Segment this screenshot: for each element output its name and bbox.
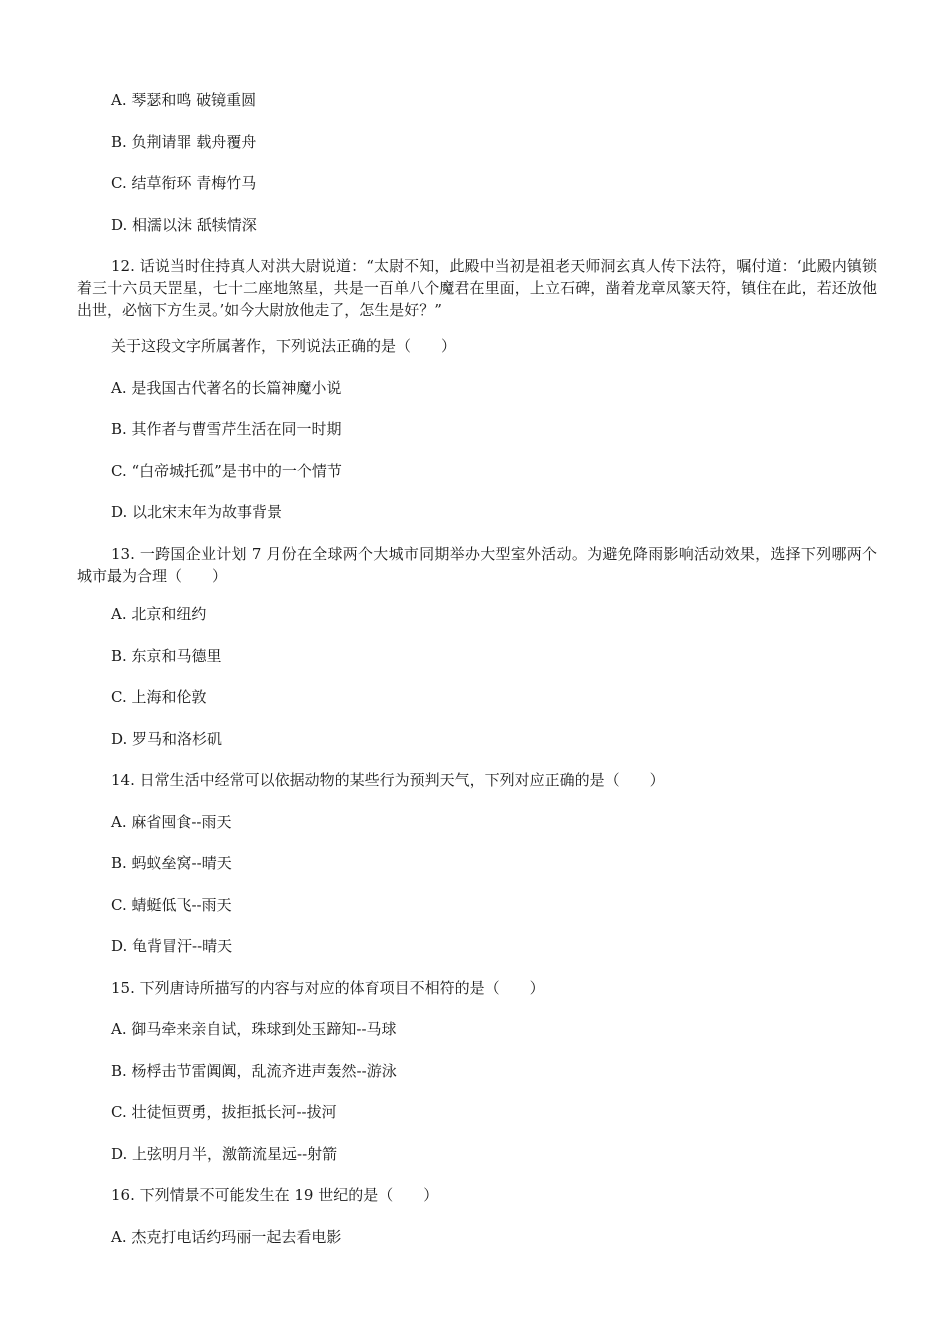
q12-option-c: C. “白帝城托孤”是书中的一个情节 (111, 462, 342, 480)
q13-option-d: D. 罗马和洛杉矶 (111, 730, 223, 748)
q12-question: 关于这段文字所属著作，下列说法正确的是（ ） (111, 337, 457, 355)
q14-option-d: D. 龟背冒汗--晴天 (111, 937, 233, 955)
q13-option-c: C. 上海和伦敦 (111, 688, 207, 706)
q16-stem: 16. 下列情景不可能发生在 19 世纪的是（ ） (111, 1186, 439, 1204)
q14-option-b: B. 蚂蚁垒窝--晴天 (111, 854, 232, 872)
q12-option-d: D. 以北宋末年为故事背景 (111, 503, 283, 521)
q14-option-a: A. 麻省囤食--雨天 (111, 813, 232, 831)
q11-option-d: D. 相濡以沫 舐犊情深 (111, 216, 257, 234)
q15-option-d: D. 上弦明月半，激箭流星远--射箭 (111, 1145, 338, 1163)
q11-option-b: B. 负荆请罪 载舟覆舟 (111, 133, 257, 151)
q14-stem: 14. 日常生活中经常可以依据动物的某些行为预判天气，下列对应正确的是（ ） (111, 771, 665, 789)
q15-option-a: A. 御马牵来亲自试，珠球到处玉蹄知--马球 (111, 1020, 397, 1038)
q13-option-b: B. 东京和马德里 (111, 647, 222, 665)
q14-option-c: C. 蜻蜓低飞--雨天 (111, 896, 232, 914)
q15-option-b: B. 杨桴击节雷阗阗，乱流齐进声轰然--游泳 (111, 1062, 397, 1080)
q11-option-a: A. 琴瑟和鸣 破镜重圆 (111, 91, 257, 109)
q11-option-c: C. 结草衔环 青梅竹马 (111, 174, 257, 192)
q16-option-a: A. 杰克打电话约玛丽一起去看电影 (111, 1228, 342, 1246)
q12-stem: 12. 话说当时住持真人对洪大尉说道：“太尉不知，此殿中当初是祖老天师洞玄真人传下法符，嘱付道：‘此殿内镇锁着三十六员天罡星，七十二座地煞星，共是一百单八个魔君在里面，上立石碑，凿着龙章凤篆天符，镇住在此，若还放他出世，必恼下方生灵。’如今大尉放他走了，怎生是好？” (77, 257, 877, 319)
q13-option-a: A. 北京和纽约 (111, 605, 207, 623)
q12-option-a: A. 是我国古代著名的长篇神魔小说 (111, 379, 342, 397)
q15-option-c: C. 壮徒恒贾勇，拔拒抵长河--拔河 (111, 1103, 337, 1121)
q15-stem: 15. 下列唐诗所描写的内容与对应的体育项目不相符的是（ ） (111, 979, 545, 997)
q12-option-b: B. 其作者与曹雪芹生活在同一时期 (111, 420, 342, 438)
q13-stem: 13. 一跨国企业计划 7 月份在全球两个大城市同期举办大型室外活动。为避免降雨影响活动效果，选择下列哪两个城市最为合理（ ） (77, 545, 877, 585)
